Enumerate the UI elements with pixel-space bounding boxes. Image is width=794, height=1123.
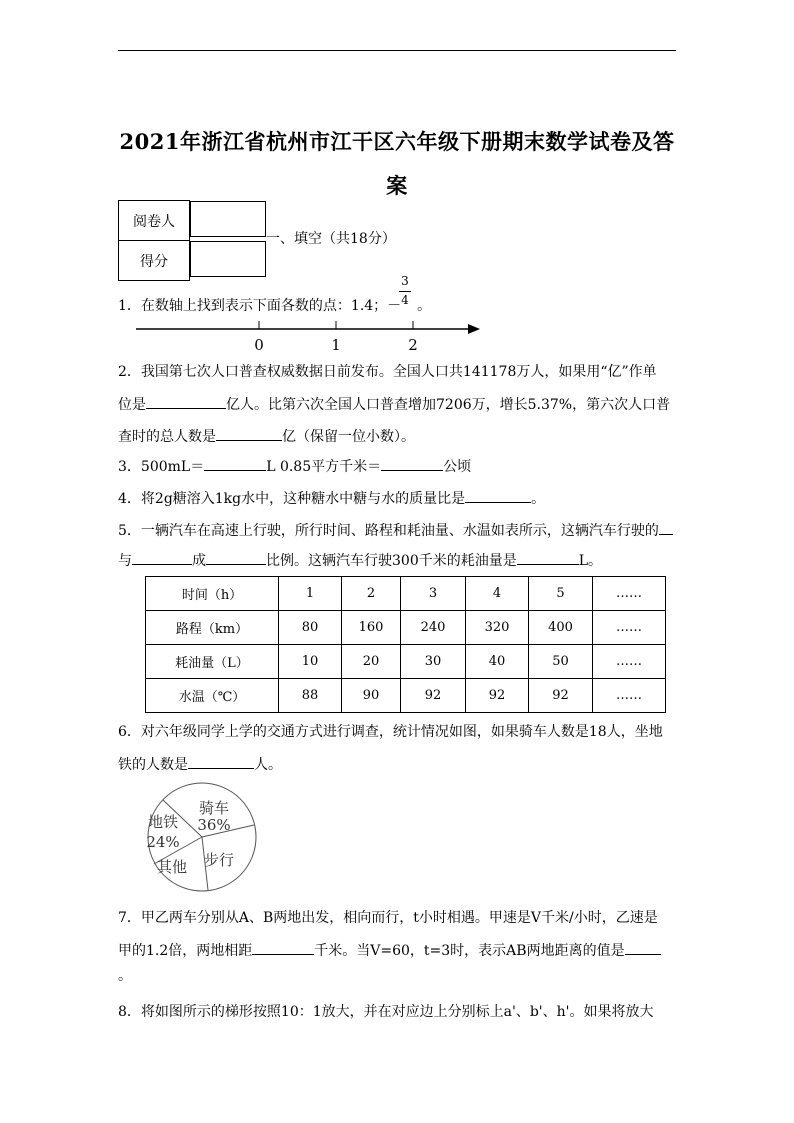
tick-label-2: 2 [408, 336, 418, 354]
table-row-header: 路程（km） [146, 611, 279, 645]
q5-line2 [118, 550, 602, 571]
grader-cell[interactable] [190, 201, 266, 237]
page-title-continued: 案 [386, 173, 408, 198]
table-cell: …… [593, 679, 666, 713]
q6-text-a: 铁的人数是 [118, 757, 188, 773]
q5-blank-3[interactable] [206, 550, 266, 565]
table-row [146, 577, 666, 611]
question-3 [118, 456, 471, 477]
q8-line1: 8．将如图所示的梯形按照10：1放大，并在对应边上分别标上a'、b'、h'。如果将放大 [118, 1004, 654, 1020]
q3-text-a: 3．500mL＝ [118, 459, 205, 475]
q7-text-b: 千米。当V=60，t=3时，表示AB两地距离的值是 [314, 943, 625, 959]
table-cell: 2 [342, 577, 401, 611]
table-row [146, 645, 666, 679]
table-cell: 80 [279, 611, 342, 645]
table-cell: 88 [279, 679, 342, 713]
q7-line2 [118, 940, 661, 961]
q3-text-b: L 0.85平方千米＝ [266, 459, 382, 475]
question-1 [118, 296, 431, 316]
q5-text-d: 比例。这辆汽车行驶300千米的耗油量是 [266, 553, 517, 569]
q1-text: 1．在数轴上找到表示下面各数的点：1.4；－ [118, 298, 402, 314]
q5-blank-2[interactable] [132, 550, 192, 565]
q6-line1: 6．对六年级同学上学的交通方式进行调查，统计情况如图，如果骑车人数是18人，坐地 [118, 724, 663, 740]
q2-text-d: 亿（保留一位小数）。 [282, 429, 415, 445]
page-title: 2021年浙江省杭州市江干区六年级下册期末数学试卷及答 [119, 129, 675, 154]
tick-label-1: 1 [331, 336, 341, 354]
table-cell: 92 [529, 679, 593, 713]
table-cell: 240 [401, 611, 466, 645]
table-cell: 320 [466, 611, 529, 645]
q2-text-c: 查时的总人数是 [118, 429, 216, 445]
table-cell: 5 [529, 577, 593, 611]
table-cell: 90 [342, 679, 401, 713]
number-line [136, 318, 486, 354]
q2-text-b: 亿人。比第六次全国人口普查增加7206万，增长5.37%，第六次人口普 [226, 397, 671, 413]
q4-blank[interactable] [465, 488, 531, 503]
pie-label-biking: 骑车 [198, 799, 230, 817]
q2-text-a: 位是 [118, 397, 146, 413]
q1-fraction-denominator: 4 [401, 293, 409, 307]
table-cell: 400 [529, 611, 593, 645]
table-cell: 3 [401, 577, 466, 611]
q4-text-b: 。 [531, 491, 546, 507]
q3-text-c: 公顷 [443, 459, 472, 475]
q3-blank-1[interactable] [204, 456, 266, 471]
table-cell: 30 [401, 645, 466, 679]
q5-blank-1[interactable] [659, 520, 673, 535]
table-cell: …… [593, 577, 666, 611]
q3-blank-2[interactable] [381, 456, 443, 471]
q5-blank-4[interactable] [517, 550, 579, 565]
table-cell: …… [593, 611, 666, 645]
table-row-header: 时间（h） [146, 577, 279, 611]
table-cell: 20 [342, 645, 401, 679]
pie-label-subway: 地铁 [147, 813, 179, 831]
q2-line3 [118, 426, 415, 447]
q1-fraction-numerator: 3 [401, 274, 409, 288]
q5-text-e: L。 [578, 553, 603, 569]
score-table [118, 200, 267, 281]
table-cell: 40 [466, 645, 529, 679]
question-4 [118, 488, 545, 509]
table-cell: 50 [529, 645, 593, 679]
pie-label-walk: 步行 [203, 851, 235, 869]
pie-value-biking: 36% [197, 816, 231, 834]
q2-line1: 2．我国第七次人口普查权威数据日前发布。全国人口共141178万人，如果用“亿”作单 [118, 364, 657, 380]
table-cell: 1 [279, 577, 342, 611]
pie-chart [138, 780, 266, 894]
grader-label: 阅卷人 [119, 201, 190, 241]
q7-line1: 7．甲乙两车分别从A、B两地出发，相向而行，t小时相遇。甲速是V千米/小时，乙速是 [118, 910, 658, 926]
q7-blank-2[interactable] [625, 940, 661, 955]
table-row-header: 耗油量（L） [146, 645, 279, 679]
q2-line2 [118, 394, 670, 415]
q5-line1 [118, 520, 673, 541]
q2-blank-2[interactable] [216, 426, 282, 441]
q7-blank-1[interactable] [252, 940, 314, 955]
table-cell: 92 [466, 679, 529, 713]
table-cell: 160 [342, 611, 401, 645]
table-row [146, 679, 666, 713]
table-cell: 92 [401, 679, 466, 713]
q5-text-c: 成 [192, 553, 206, 569]
table-cell: …… [593, 645, 666, 679]
q1-fraction-bar [399, 291, 411, 292]
number-line-arrow [468, 324, 480, 334]
q4-text-a: 4．将2g糖溶入1kg水中，这种糖水中糖与水的质量比是 [118, 491, 466, 507]
pie-label-other: 其他 [156, 858, 188, 876]
score-label: 得分 [119, 241, 190, 281]
q5-text-b: 与 [118, 553, 132, 569]
score-cell[interactable] [190, 241, 266, 277]
table-cell: 10 [279, 645, 342, 679]
q6-blank[interactable] [188, 754, 254, 769]
section-heading: 一、填空（共18分） [266, 231, 396, 247]
tick-label-0: 0 [254, 336, 264, 354]
table-row [146, 611, 666, 645]
q6-line2 [118, 754, 282, 775]
q5-text-a: 5．一辆汽车在高速上行驶，所行时间、路程和耗油量、水温如表所示，这辆汽车行驶的 [118, 523, 659, 539]
q6-text-b: 人。 [254, 757, 282, 773]
q7-line3: 。 [118, 968, 132, 984]
table-row-header: 水温（℃） [146, 679, 279, 713]
q2-blank-1[interactable] [146, 394, 226, 409]
q5-data-table [145, 576, 666, 713]
table-cell: 4 [466, 577, 529, 611]
q7-text-a: 甲的1.2倍，两地相距 [118, 943, 253, 959]
header-rule [118, 50, 676, 51]
pie-value-subway: 24% [146, 833, 180, 851]
q1-end: 。 [417, 298, 432, 314]
